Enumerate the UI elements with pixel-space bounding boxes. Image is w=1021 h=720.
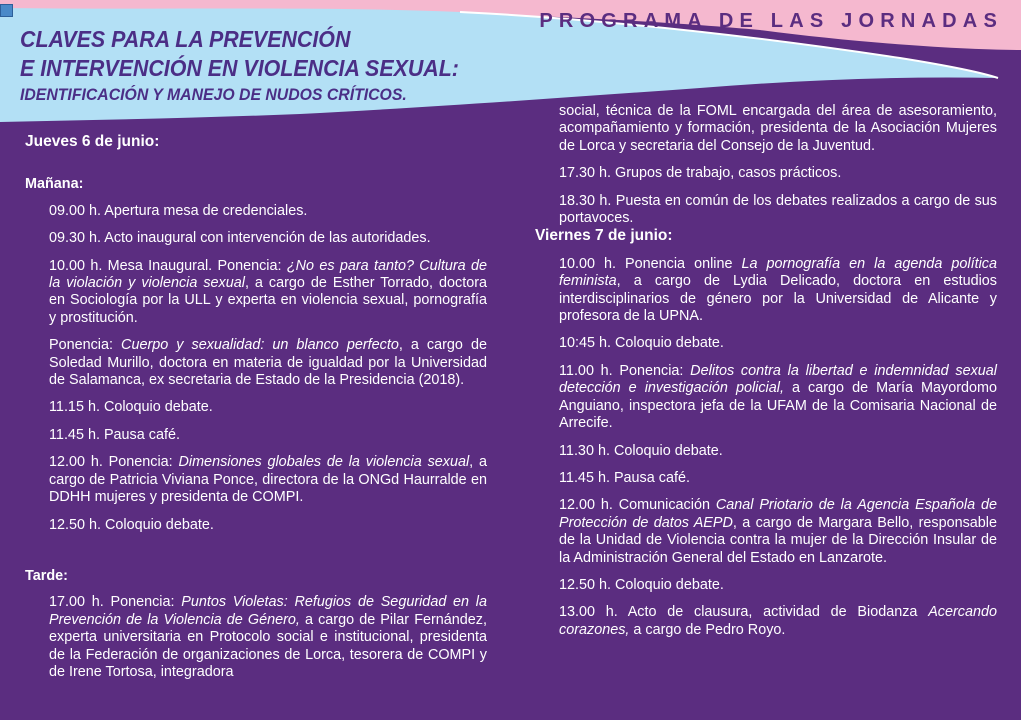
talk-title: ¿No es para tanto? Cultura de la violación y violencia sexual [49, 257, 487, 292]
entry-text: , a cargo de Margara Bello, responsable de la Unidad de Violencia contra la mujer de la Dirección Insular de la Administración General del Estado en Lanzarote. [559, 514, 997, 566]
schedule-entry [49, 337, 487, 389]
program-title: PROGRAMA DE LAS JORNADAS [539, 10, 1003, 32]
thursday-day-label: Jueves 6 de junio: [25, 133, 160, 150]
schedule-entry [559, 103, 997, 155]
title-subtitle: IDENTIFICACIÓN Y MANEJO DE NUDOS CRÍTICOS. [20, 85, 407, 104]
afternoon-schedule [25, 594, 487, 681]
corner-square-mark [0, 4, 13, 17]
entry-text: a cargo de Pedro Royo. [629, 621, 786, 638]
talk-title: Dimensiones globales de la violencia sexual [178, 454, 470, 471]
schedule-entry [49, 517, 487, 534]
entry-text: 10.00 h. Mesa Inaugural. Ponencia: [49, 257, 287, 274]
schedule-entry [559, 193, 997, 228]
schedule-entry [559, 470, 997, 487]
talk-title: Acercando corazones, [559, 604, 997, 638]
entry-text: Ponencia: [49, 337, 122, 354]
schedule-entry [559, 443, 997, 460]
entry-text: 09.00 h. Apertura mesa de credenciales. [49, 202, 308, 219]
entry-text: 12.00 h. Comunicación [559, 497, 716, 514]
entry-text: a cargo de María Mayordomo Anguiano, inspectora jefa de la UFAM de la Comisaria Nacional de Arrecife. [559, 380, 997, 432]
schedule-entry [49, 230, 487, 247]
entry-text: 12.50 h. Coloquio debate. [49, 516, 214, 533]
morning-schedule [25, 203, 487, 534]
entry-text: 17.30 h. Grupos de trabajo, casos prácticos. [559, 165, 842, 182]
entry-text: a cargo de Pilar Fernández, experta universitaria en Protocolo social e institucional, presidenta de la Federación de organizaciones de Lorca, tesorera de COMPI y de Irene Tortosa, integradora [49, 611, 487, 680]
schedule-entry [559, 363, 997, 433]
entry-text: 10:45 h. Coloquio debate. [559, 335, 724, 352]
entry-text: 11.00 h. Ponencia: [559, 362, 691, 379]
entry-text: 13.00 h. Acto de clausura, actividad de Biodanza [559, 604, 929, 621]
left-column [25, 133, 487, 681]
schedule-entry [49, 594, 487, 681]
entry-text: 10.00 h. Ponencia online [559, 255, 742, 272]
schedule-entry [559, 256, 997, 326]
talk-title: Puntos Violetas: Refugios de Seguridad en la Prevención de la Violencia de Género, [49, 594, 487, 628]
talk-title: La pornografía en la agenda política feminista [559, 255, 997, 290]
entry-text: 18.30 h. Puesta en común de los debates realizados a cargo de sus portavoces. [559, 192, 997, 227]
talk-title: Delitos contra la libertad e indemnidad sexual detección e investigación policial, [559, 362, 997, 397]
friday-schedule [535, 256, 997, 639]
afternoon-label: Tarde: [25, 567, 68, 584]
entry-text: 12.00 h. Ponencia: [49, 454, 179, 471]
entry-text: 11.15 h. Coloquio debate. [49, 399, 213, 416]
entry-text: , a cargo de Esther Torrado, doctora en Sociología por la ULL y experta en violencia sexual, pornografía y prostitución. [49, 275, 487, 326]
friday-day-label: Viernes 7 de junio: [535, 227, 673, 245]
schedule-entry [49, 427, 487, 444]
right-column [535, 103, 997, 639]
schedule-entry [559, 497, 997, 567]
schedule-entry [559, 577, 997, 594]
schedule-entry [49, 203, 487, 220]
schedule-entry [49, 399, 487, 416]
entry-text: 11.45 h. Pausa café. [559, 469, 690, 486]
entry-text: 17.00 h. Ponencia: [49, 594, 182, 611]
entry-text: , a cargo de Lydia Delicado, doctora en estudios interdisciplinarios de género por la Universidad de Alicante y profesora de la UPNA. [559, 273, 997, 325]
title-line-1: CLAVES PARA LA PREVENCIÓN [20, 26, 351, 52]
entry-text: social, técnica de la FOML encargada del área de asesoramiento, acompañamiento y formación, presidenta de la Asociación Mujeres de Lorca y secretaria del Consejo de la Juventud. [559, 103, 997, 154]
entry-text: 11.30 h. Coloquio debate. [559, 442, 723, 459]
morning-label: Mañana: [25, 176, 84, 193]
afternoon-schedule-continued [535, 103, 997, 227]
title-line-2: E INTERVENCIÓN EN VIOLENCIA SEXUAL: [20, 55, 459, 81]
schedule-entry [559, 604, 997, 639]
schedule-entry [559, 165, 997, 182]
entry-text: , a cargo de Soledad Murillo, doctora en materia de igualdad por la Universidad de Salamanca, ex secretaria de Estado de la Presidencia (2018). [49, 337, 487, 389]
entry-text: 11.45 h. Pausa café. [49, 426, 180, 443]
schedule-entry [49, 258, 487, 328]
talk-title: Cuerpo y sexualidad: un blanco perfecto [121, 337, 399, 354]
schedule-entry [559, 335, 997, 352]
main-title [20, 25, 492, 107]
entry-text: , a cargo de Patricia Viviana Ponce, directora de la ONGd Haurralde en DDHH mujeres y presidenta de COMPI. [49, 454, 487, 506]
entry-text: 09.30 h. Acto inaugural con intervención de las autoridades. [49, 230, 431, 247]
schedule-entry [49, 454, 487, 506]
entry-text: 12.50 h. Coloquio debate. [559, 576, 724, 593]
talk-title: Canal Priotario de la Agencia Española de Protección de datos AEPD [559, 497, 997, 531]
